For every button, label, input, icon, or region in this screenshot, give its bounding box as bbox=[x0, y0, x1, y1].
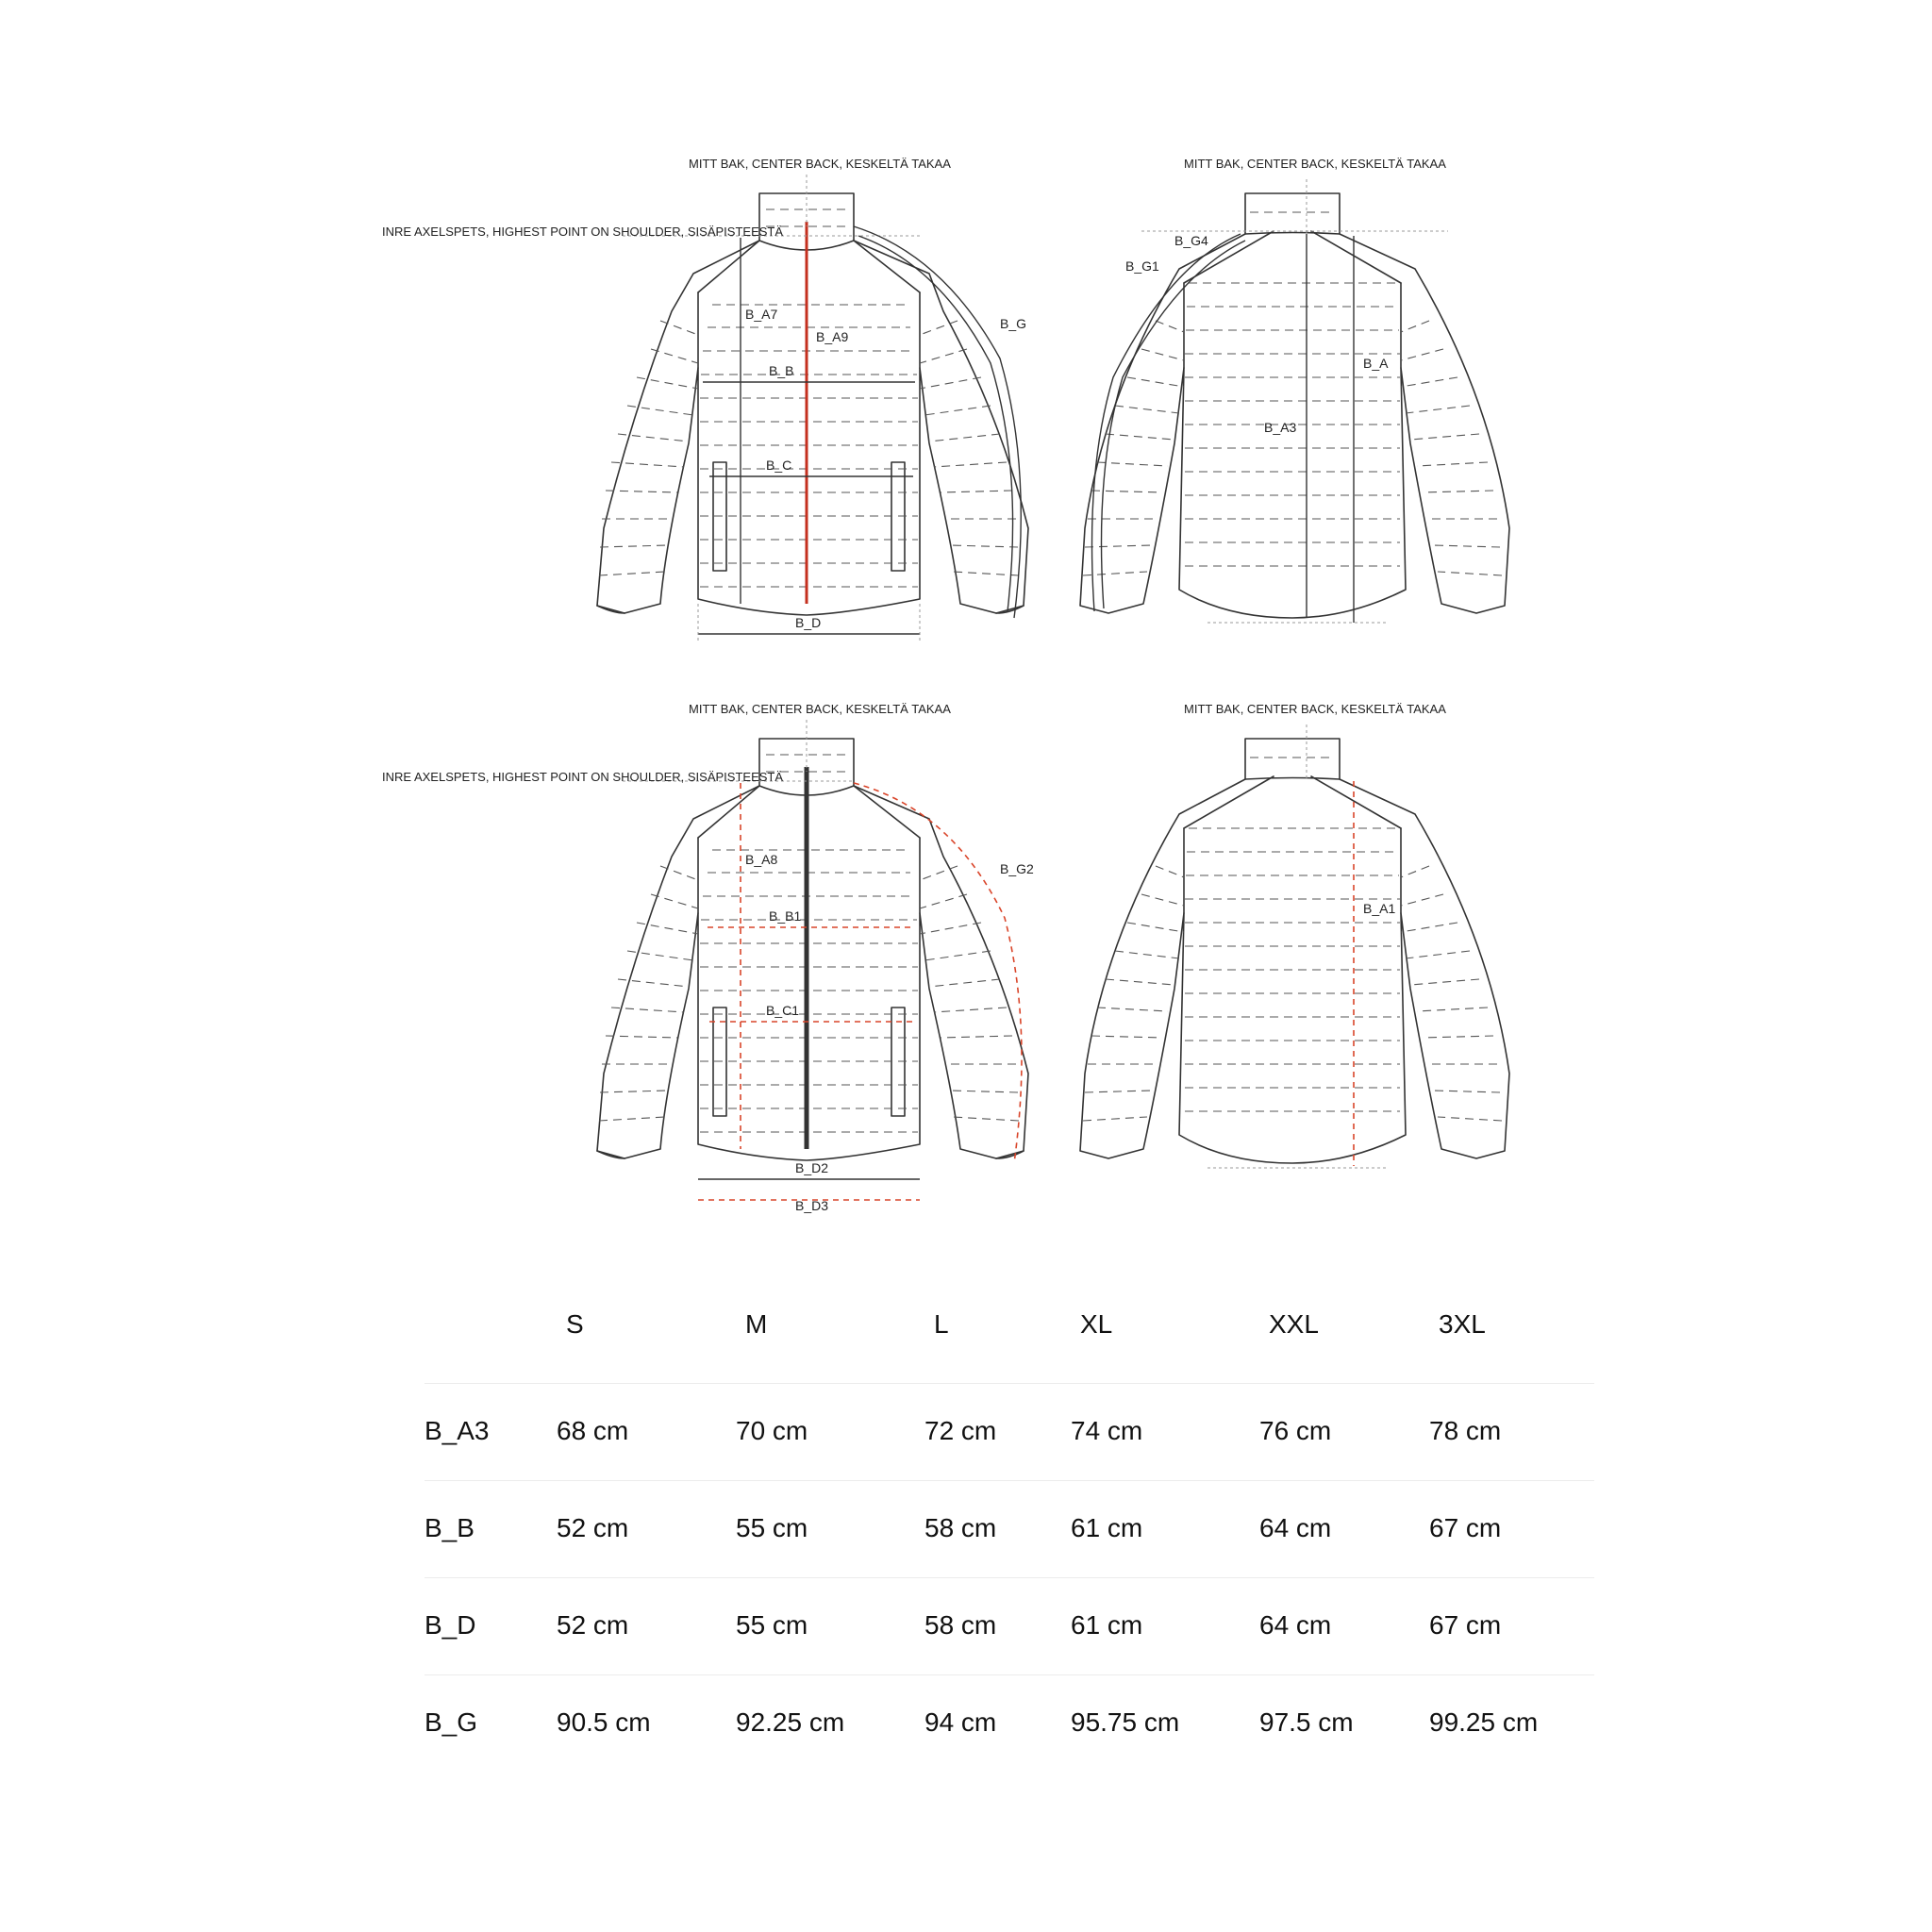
measure-value: 78 cm bbox=[1429, 1416, 1502, 1445]
front-view-bottom bbox=[382, 702, 1034, 1213]
label-b-a3: B_A3 bbox=[1264, 420, 1297, 435]
label-b-g: B_G bbox=[1000, 316, 1027, 331]
measure-value: 76 cm bbox=[1259, 1416, 1332, 1445]
label-b-a7: B_A7 bbox=[745, 307, 778, 322]
measure-value: 67 cm bbox=[1429, 1610, 1502, 1640]
size-header: S bbox=[566, 1309, 584, 1339]
back-view-bottom bbox=[1080, 702, 1509, 1168]
label-b-a9: B_A9 bbox=[816, 329, 849, 344]
table-row bbox=[425, 1675, 1594, 1772]
label-b-g1: B_G1 bbox=[1125, 258, 1159, 274]
measure-name: B_D bbox=[425, 1610, 476, 1640]
shoulder-point-label: INRE AXELSPETS, HIGHEST POINT ON SHOULDER, SISÄPISTEESTÄ bbox=[382, 225, 784, 239]
measure-value: 72 cm bbox=[924, 1416, 997, 1445]
label-b-a8: B_A8 bbox=[745, 852, 778, 867]
measure-value: 67 cm bbox=[1429, 1513, 1502, 1542]
measure-value: 58 cm bbox=[924, 1513, 997, 1542]
measure-value: 61 cm bbox=[1071, 1610, 1143, 1640]
size-header: M bbox=[745, 1309, 768, 1339]
measure-value: 61 cm bbox=[1071, 1513, 1143, 1542]
size-table bbox=[425, 1283, 1594, 1772]
measure-value: 90.5 cm bbox=[557, 1707, 651, 1737]
label-b-g2: B_G2 bbox=[1000, 861, 1034, 876]
measure-value: 58 cm bbox=[924, 1610, 997, 1640]
label-b-a: B_A bbox=[1363, 356, 1389, 371]
back-view-top bbox=[1080, 157, 1509, 623]
measure-name: B_A3 bbox=[425, 1416, 490, 1445]
size-header: 3XL bbox=[1439, 1309, 1486, 1339]
label-b-c1: B_C1 bbox=[766, 1003, 800, 1018]
size-header: L bbox=[934, 1309, 949, 1339]
measure-value: 68 cm bbox=[557, 1416, 629, 1445]
center-back-label-back-2: MITT BAK, CENTER BACK, KESKELTÄ TAKAA bbox=[1184, 702, 1446, 716]
center-back-label: MITT BAK, CENTER BACK, KESKELTÄ TAKAA bbox=[689, 157, 951, 171]
table-row bbox=[425, 1384, 1594, 1481]
shoulder-point-label-2: INRE AXELSPETS, HIGHEST POINT ON SHOULDER, SISÄPISTEESTÄ bbox=[382, 770, 784, 784]
label-b-g4: B_G4 bbox=[1174, 233, 1208, 248]
measure-name: B_G bbox=[425, 1707, 478, 1737]
measure-name: B_B bbox=[425, 1513, 475, 1542]
label-b-d3: B_D3 bbox=[795, 1198, 829, 1213]
measure-value: 95.75 cm bbox=[1071, 1707, 1180, 1737]
size-header: XL bbox=[1080, 1309, 1113, 1339]
measure-value: 97.5 cm bbox=[1259, 1707, 1354, 1737]
measure-value: 64 cm bbox=[1259, 1513, 1332, 1542]
measure-value: 94 cm bbox=[924, 1707, 997, 1737]
size-header: XXL bbox=[1269, 1309, 1319, 1339]
label-b-b: B_B bbox=[769, 363, 794, 378]
measure-value: 55 cm bbox=[736, 1513, 808, 1542]
measure-value: 70 cm bbox=[736, 1416, 808, 1445]
label-b-c: B_C bbox=[766, 458, 792, 473]
center-back-label-2: MITT BAK, CENTER BACK, KESKELTÄ TAKAA bbox=[689, 702, 951, 716]
table-row bbox=[425, 1481, 1594, 1578]
label-b-d2: B_D2 bbox=[795, 1160, 829, 1175]
measure-value: 52 cm bbox=[557, 1513, 629, 1542]
measure-value: 55 cm bbox=[736, 1610, 808, 1640]
label-b-d: B_D bbox=[795, 615, 822, 630]
label-b-a1: B_A1 bbox=[1363, 901, 1396, 916]
front-view-top bbox=[382, 157, 1028, 641]
measure-value: 92.25 cm bbox=[736, 1707, 845, 1737]
size-header-row bbox=[425, 1283, 1594, 1384]
measure-value: 52 cm bbox=[557, 1610, 629, 1640]
measure-value: 64 cm bbox=[1259, 1610, 1332, 1640]
table-row bbox=[425, 1578, 1594, 1675]
measure-value: 99.25 cm bbox=[1429, 1707, 1539, 1737]
label-b-b1: B_B1 bbox=[769, 908, 802, 924]
center-back-label-back: MITT BAK, CENTER BACK, KESKELTÄ TAKAA bbox=[1184, 157, 1446, 171]
measure-value: 74 cm bbox=[1071, 1416, 1143, 1445]
